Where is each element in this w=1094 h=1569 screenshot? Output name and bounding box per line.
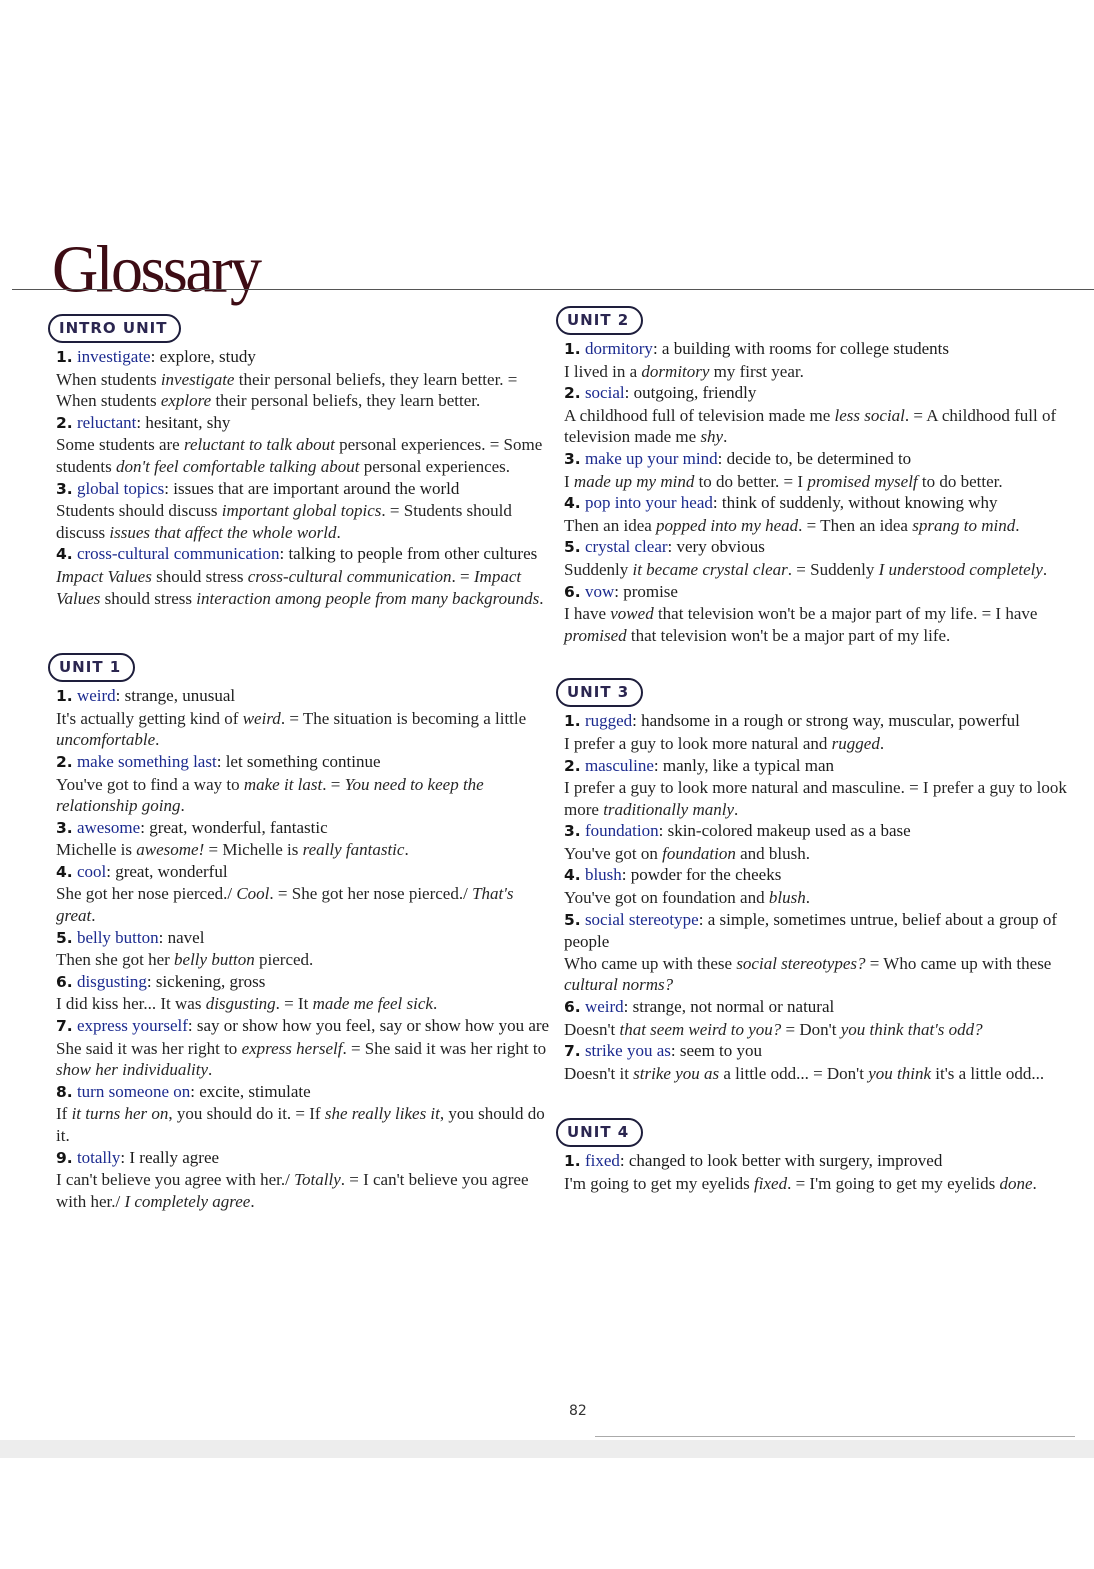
entry-term: investigate xyxy=(76,347,151,366)
entry-example: Then an idea popped into my head. = Then an idea sprang to mind. xyxy=(564,515,1020,535)
headword-line: 7. strike you as: seem to you xyxy=(564,1041,763,1061)
left-column xyxy=(56,314,556,1212)
entry-number: 3. xyxy=(56,818,73,837)
entry-example: Who came up with these social stereotypes? = Who came up with these cultural norms? xyxy=(564,953,1052,995)
entry-number: 5. xyxy=(564,538,581,557)
glossary-entry xyxy=(564,820,1070,864)
entry-term: make up your mind xyxy=(584,448,718,468)
unit-badge: UNIT 3 xyxy=(556,678,643,707)
glossary-entry xyxy=(56,346,556,412)
entry-definition: decide to, be determined to xyxy=(726,448,912,468)
entry-number: 1. xyxy=(564,712,581,731)
glossary-entry xyxy=(564,909,1070,996)
headword-line: 3. make up your mind: decide to, be determined to xyxy=(564,448,912,468)
glossary-entry xyxy=(564,338,1070,382)
entry-example: If it turns her on, you should do it. = If she really likes it, you should do it. xyxy=(56,1104,545,1145)
section-unit-1 xyxy=(56,653,556,1212)
entry-term: express yourself xyxy=(76,1016,188,1036)
entry-example: I lived in a dormitory my first year. xyxy=(564,361,804,381)
unit-badge: UNIT 2 xyxy=(556,306,643,335)
entry-list xyxy=(564,1150,1070,1194)
entry-term: cool xyxy=(76,861,107,881)
entry-definition: hesitant, shy xyxy=(145,412,231,432)
entry-term: rugged xyxy=(584,711,633,731)
page-number: 82 xyxy=(569,1403,587,1419)
entry-example: I can't believe you agree with her./ Totally. = I can't believe you agree with her./ I completely agree. xyxy=(56,1170,529,1211)
section-intro-unit xyxy=(56,314,556,609)
entry-term: disgusting xyxy=(76,971,147,991)
entry-term: fixed xyxy=(584,1151,620,1171)
entry-definition: very obvious xyxy=(676,537,765,557)
headword-line: 6. vow: promise xyxy=(564,581,678,601)
entry-term: awesome xyxy=(76,817,141,837)
entry-number: 7. xyxy=(56,1017,73,1036)
entry-number: 6. xyxy=(564,582,581,601)
headword-line: 6. weird: strange, not normal or natural xyxy=(564,997,835,1017)
glossary-entry xyxy=(56,1015,556,1081)
entry-example: I did kiss her... It was disgusting. = It made me feel sick. xyxy=(56,994,438,1014)
headword-line: 1. rugged: handsome in a rough or strong way, muscular, powerful xyxy=(564,711,1020,731)
section-unit-4 xyxy=(564,1118,1070,1194)
entry-definition: sickening, gross xyxy=(155,971,266,991)
glossary-entry xyxy=(56,478,556,544)
entry-number: 4. xyxy=(564,866,581,885)
entry-definition: excite, stimulate xyxy=(199,1081,311,1101)
right-column xyxy=(564,306,1070,1195)
entry-definition: powder for the cheeks xyxy=(630,865,782,885)
headword-line: 5. crystal clear: very obvious xyxy=(564,537,765,557)
glossary-entry xyxy=(56,817,556,861)
glossary-entry xyxy=(564,864,1070,908)
entry-number: 7. xyxy=(564,1042,581,1061)
glossary-entry xyxy=(564,581,1070,647)
headword-line: 3. foundation: skin-colored makeup used as a base xyxy=(564,821,911,841)
headword-line: 3. awesome: great, wonderful, fantastic xyxy=(56,817,328,837)
entry-term: pop into your head xyxy=(584,493,713,513)
entry-example: Suddenly it became crystal clear. = Suddenly I understood completely. xyxy=(564,559,1048,579)
headword-line: 1. investigate: explore, study xyxy=(56,347,256,366)
entry-term: dormitory xyxy=(584,339,653,358)
entry-example: You've got on foundation and blush. xyxy=(564,843,810,863)
entry-example: It's actually getting kind of weird. = The situation is becoming a little uncomfortable. xyxy=(56,708,527,750)
entry-definition: seem to you xyxy=(679,1041,763,1061)
entry-definition: a simple, sometimes untrue, belief about a group of people xyxy=(564,909,1058,952)
entry-example: When students investigate their personal beliefs, they learn better. = When students explore their personal beliefs, they learn better. xyxy=(56,369,518,411)
entry-term: belly button xyxy=(76,927,159,947)
entry-definition: talking to people from other cultures xyxy=(288,544,538,564)
glossary-entry xyxy=(564,996,1070,1040)
glossary-entry xyxy=(56,685,556,751)
entry-definition: outgoing, friendly xyxy=(633,383,757,403)
glossary-entry xyxy=(564,1040,1070,1084)
entry-term: turn someone on xyxy=(76,1081,191,1101)
entry-example: She got her nose pierced./ Cool. = She got her nose pierced./ That's great. xyxy=(56,884,514,926)
entry-definition: manly, like a typical man xyxy=(662,755,835,775)
entry-definition: changed to look better with surgery, improved xyxy=(628,1151,943,1171)
entry-list xyxy=(56,346,556,609)
entry-term: strike you as xyxy=(584,1041,671,1061)
headword-line: 6. disgusting: sickening, gross xyxy=(56,971,266,991)
section-unit-3 xyxy=(564,678,1070,1084)
entry-example: You've got on foundation and blush. xyxy=(564,888,810,908)
entry-example: Doesn't it strike you as a little odd... = Don't you think it's a little odd... xyxy=(564,1063,1045,1083)
entry-term: social stereotype xyxy=(584,909,699,929)
footer-band xyxy=(0,1440,1094,1458)
entry-list xyxy=(564,338,1070,646)
entry-definition: let something continue xyxy=(225,751,381,771)
glossary-entry xyxy=(56,751,556,817)
unit-badge: UNIT 1 xyxy=(48,653,135,682)
entry-definition: say or show how you feel, say or show how you are xyxy=(196,1016,550,1036)
entry-example: Doesn't that seem weird to you? = Don't you think that's odd? xyxy=(564,1019,983,1039)
headword-line: 5. social stereotype: a simple, sometimes untrue, belief about a group of people xyxy=(564,909,1058,952)
headword-line: 5. belly button: navel xyxy=(56,927,205,947)
glossary-entry xyxy=(564,755,1070,821)
entry-number: 1. xyxy=(564,340,581,358)
entry-number: 2. xyxy=(56,752,73,771)
entry-number: 1. xyxy=(56,348,73,366)
entry-term: make something last xyxy=(76,751,217,771)
entry-definition: strange, unusual xyxy=(124,686,236,706)
entry-definition: I really agree xyxy=(129,1147,220,1167)
entry-example: I have vowed that television won't be a major part of my life. = I have promised that television won't be a major part of my life. xyxy=(564,604,1038,645)
entry-term: weird xyxy=(584,997,624,1017)
entry-number: 4. xyxy=(564,494,581,513)
headword-line: 3. global topics: issues that are important around the world xyxy=(56,478,460,498)
entry-example: Michelle is awesome! = Michelle is really fantastic. xyxy=(56,840,409,860)
entry-definition: a building with rooms for college students xyxy=(661,339,949,358)
glossary-entry xyxy=(564,710,1070,754)
headword-line: 1. fixed: changed to look better with surgery, improved xyxy=(564,1151,943,1171)
entry-example: Impact Values should stress cross-cultural communication. = Impact Values should stress interaction among people from many backgrounds. xyxy=(56,566,544,608)
entry-term: crystal clear xyxy=(584,537,668,557)
headword-line: 8. turn someone on: excite, stimulate xyxy=(56,1081,311,1101)
entry-example: I'm going to get my eyelids fixed. = I'm going to get my eyelids done. xyxy=(564,1174,1037,1193)
headword-line: 7. express yourself: say or show how you feel, say or show how you are xyxy=(56,1016,550,1036)
entry-number: 1. xyxy=(564,1152,581,1171)
glossary-entry xyxy=(56,861,556,927)
entry-number: 6. xyxy=(564,998,581,1017)
glossary-entry xyxy=(564,1150,1070,1194)
entry-example: You've got to find a way to make it last. = You need to keep the relationship going. xyxy=(56,774,484,816)
entry-term: global topics xyxy=(76,478,165,498)
entry-term: reluctant xyxy=(76,412,137,432)
headword-line: 2. masculine: manly, like a typical man xyxy=(564,755,835,775)
headword-line: 4. cool: great, wonderful xyxy=(56,861,228,881)
entry-definition: skin-colored makeup used as a base xyxy=(667,821,911,841)
page-title: Glossary xyxy=(52,232,260,306)
section-unit-2 xyxy=(564,306,1070,646)
entry-term: cross-cultural communication xyxy=(76,544,280,564)
glossary-entry xyxy=(564,492,1070,536)
headword-line: 4. blush: powder for the cheeks xyxy=(564,865,782,885)
headword-line: 1. weird: strange, unusual xyxy=(56,686,236,706)
entry-list xyxy=(564,710,1070,1084)
entry-term: vow xyxy=(584,581,615,601)
entry-example: Then she got her belly button pierced. xyxy=(56,950,314,970)
glossary-entry xyxy=(56,1081,556,1147)
entry-number: 3. xyxy=(56,479,73,498)
entry-definition: handsome in a rough or strong way, muscular, powerful xyxy=(641,711,1020,731)
entry-number: 8. xyxy=(56,1082,73,1101)
glossary-entry xyxy=(564,448,1070,492)
entry-number: 5. xyxy=(56,928,73,947)
headword-line: 2. make something last: let something continue xyxy=(56,751,381,771)
entry-term: social xyxy=(584,383,625,403)
headword-line: 4. pop into your head: think of suddenly, without knowing why xyxy=(564,493,998,513)
glossary-entry xyxy=(56,543,556,609)
entry-definition: navel xyxy=(167,927,205,947)
entry-definition: issues that are important around the world xyxy=(173,478,460,498)
entry-example: A childhood full of television made me less social. = A childhood full of television made me shy. xyxy=(564,405,1057,447)
entry-example: I made up my mind to do better. = I promised myself to do better. xyxy=(564,471,1003,491)
entry-number: 3. xyxy=(564,449,581,468)
headword-line: 2. reluctant: hesitant, shy xyxy=(56,412,231,432)
entry-definition: think of suddenly, without knowing why xyxy=(721,493,998,513)
entry-definition: strange, not normal or natural xyxy=(632,997,835,1017)
entry-term: totally xyxy=(76,1147,121,1167)
glossary-entry xyxy=(56,1147,556,1213)
entry-number: 2. xyxy=(56,413,73,432)
headword-line: 2. social: outgoing, friendly xyxy=(564,383,757,403)
bottom-rule xyxy=(595,1436,1075,1437)
headword-line: 9. totally: I really agree xyxy=(56,1147,220,1167)
entry-number: 6. xyxy=(56,972,73,991)
entry-definition: great, wonderful xyxy=(115,861,228,881)
entry-number: 3. xyxy=(564,822,581,841)
glossary-entry xyxy=(56,971,556,1015)
headword-line: 4. cross-cultural communication: talking to people from other cultures xyxy=(56,544,538,564)
entry-example: I prefer a guy to look more natural and rugged. xyxy=(564,733,885,753)
unit-badge: INTRO UNIT xyxy=(48,314,181,343)
entry-term: foundation xyxy=(584,821,659,841)
entry-example: She said it was her right to express herself. = She said it was her right to show her individuality. xyxy=(56,1038,547,1080)
glossary-entry xyxy=(564,536,1070,580)
title-rule xyxy=(12,289,1094,290)
entry-example: I prefer a guy to look more natural and masculine. = I prefer a guy to look more traditionally manly. xyxy=(564,778,1067,819)
glossary-entry xyxy=(564,382,1070,448)
entry-example: Students should discuss important global topics. = Students should discuss issues that affect the whole world. xyxy=(56,501,512,542)
entry-number: 1. xyxy=(56,687,73,706)
entry-definition: promise xyxy=(623,581,678,601)
entry-definition: great, wonderful, fantastic xyxy=(149,817,328,837)
entry-example: Some students are reluctant to talk about personal experiences. = Some students don't feel comfortable talking about personal experiences. xyxy=(56,435,543,476)
headword-line: 1. dormitory: a building with rooms for college students xyxy=(564,339,949,358)
entry-number: 2. xyxy=(564,756,581,775)
entry-term: weird xyxy=(76,686,116,706)
entry-definition: explore, study xyxy=(159,347,256,366)
glossary-entry xyxy=(56,412,556,478)
unit-badge: UNIT 4 xyxy=(556,1118,643,1147)
entry-term: blush xyxy=(584,865,622,885)
entry-number: 2. xyxy=(564,384,581,403)
entry-term: masculine xyxy=(584,755,654,775)
entry-number: 9. xyxy=(56,1148,73,1167)
glossary-entry xyxy=(56,927,556,971)
entry-number: 4. xyxy=(56,862,73,881)
entry-number: 4. xyxy=(56,545,73,564)
entry-list xyxy=(56,685,556,1212)
entry-number: 5. xyxy=(564,910,581,929)
